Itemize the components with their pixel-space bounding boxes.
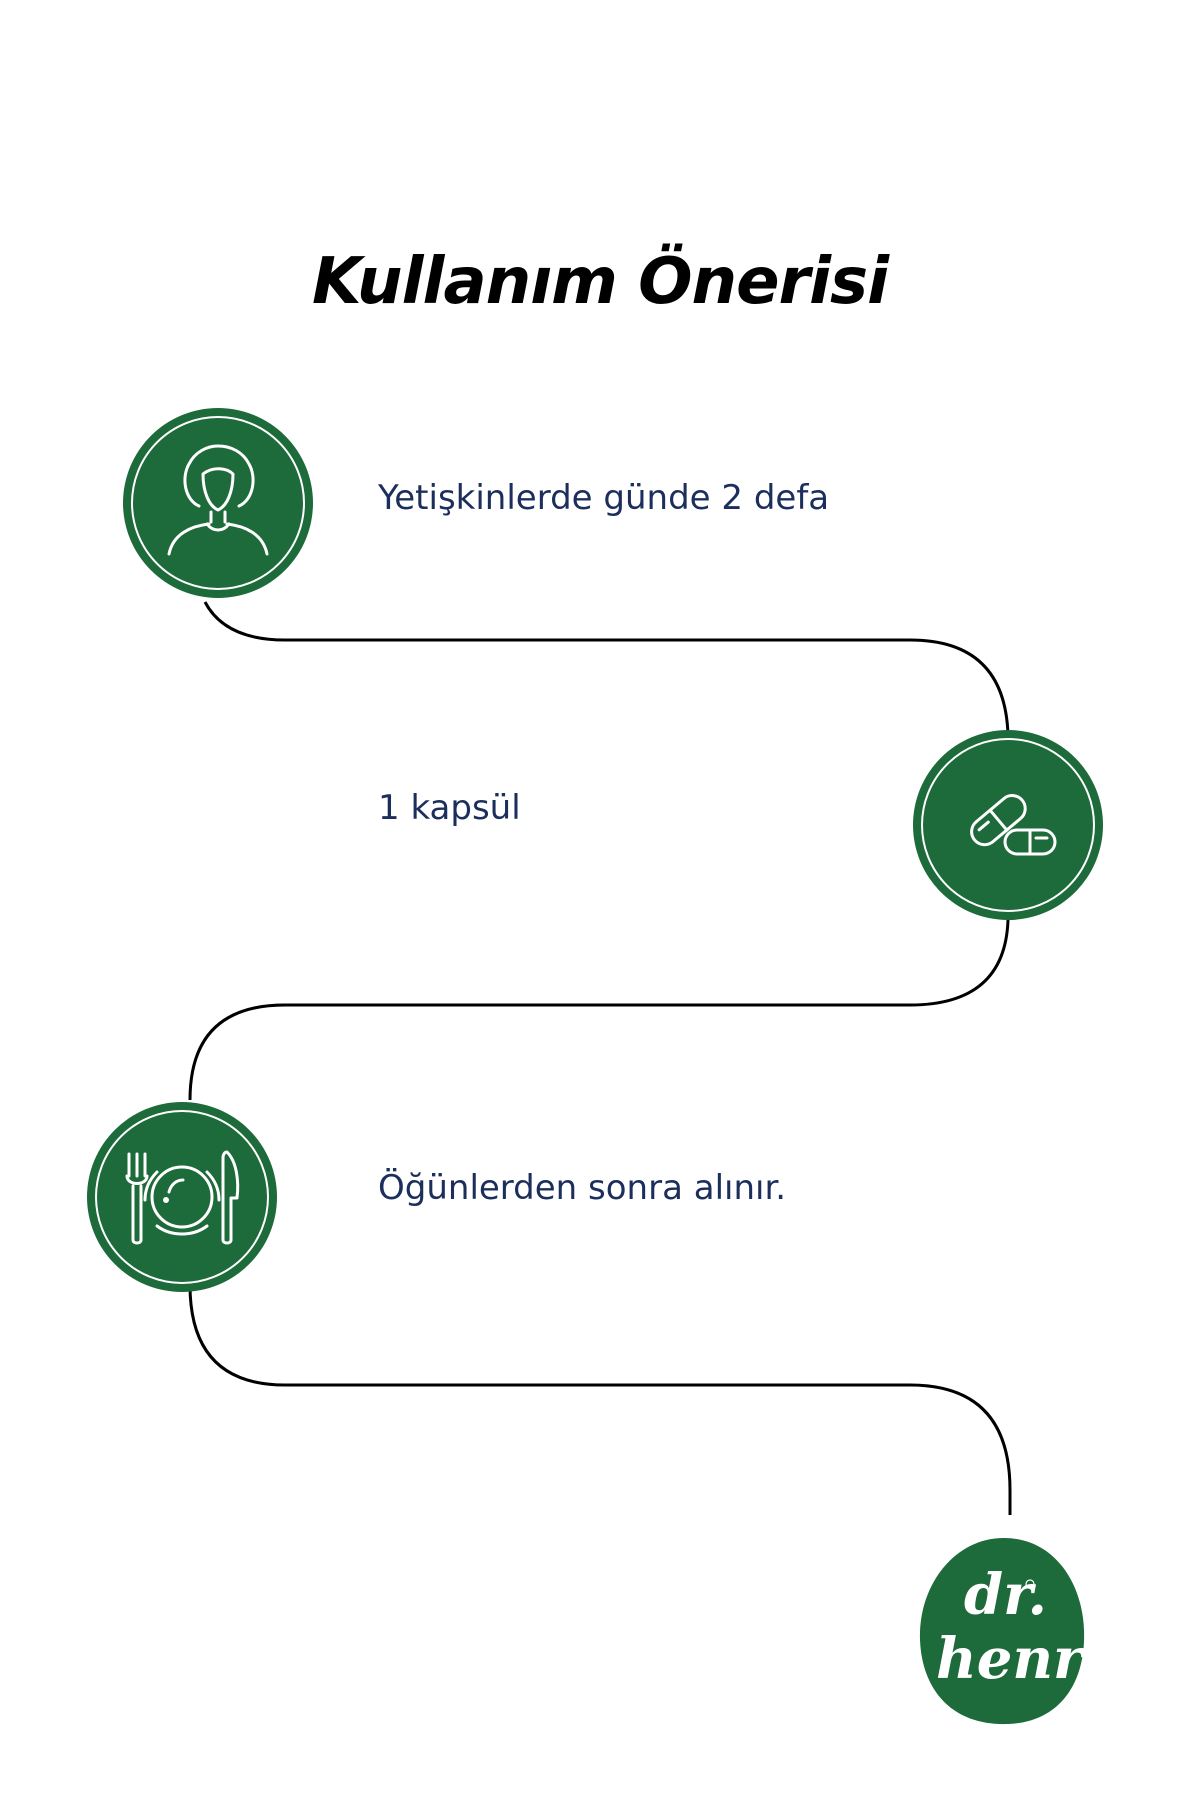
step-1-badge [123, 408, 313, 598]
capsule-icon [913, 730, 1103, 920]
dining-icon [87, 1102, 277, 1292]
step-2-badge [913, 730, 1103, 920]
step-3-badge [87, 1102, 277, 1292]
logo-mark [912, 1530, 1092, 1730]
step-1-text: Yetişkinlerde günde 2 defa [378, 478, 830, 518]
logo-text-henri: henri [936, 1626, 1092, 1692]
logo-text-dr: dr. [964, 1562, 1048, 1628]
step-2-text: 1 kapsül [378, 788, 521, 828]
page-title: Kullanım Önerisi [311, 245, 889, 319]
woman-icon [123, 408, 313, 598]
step-3-text: Öğünlerden sonra alınır. [378, 1168, 787, 1208]
brand-logo [912, 1530, 1092, 1730]
